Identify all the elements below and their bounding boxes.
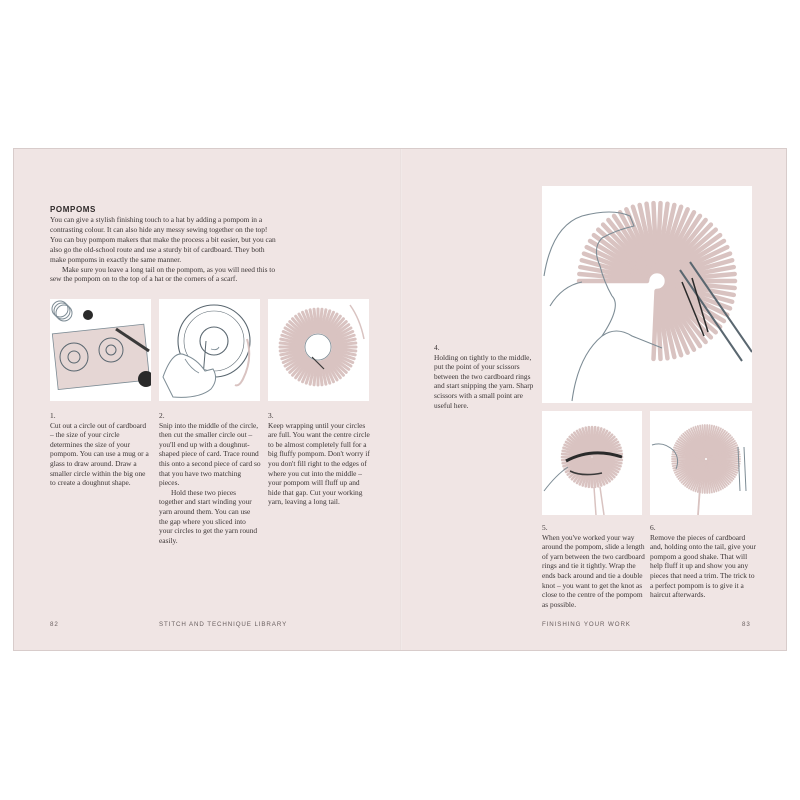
- wrapped-ring-illustration: [268, 299, 369, 401]
- step-2-text: [159, 411, 261, 545]
- intro-text: [50, 215, 280, 284]
- step-paragraph: Snip into the middle of the circle, then cut the smaller circle out – you'll end up with a doughnut-shaped piece of card. Trace round this onto a second piece of card so that you have two matching pieces.: [159, 420, 261, 488]
- page-number: 82: [50, 621, 59, 628]
- step-paragraph: Remove the pieces of cardboard and, holding onto the tail, give your pompom a good shake. That will help fluff it up and show you any pieces that need a trim. The trick to a perfect pompom is to give it a haircut afterwards.: [650, 532, 756, 600]
- gutter: [400, 149, 402, 650]
- step-paragraph: Hold these two pieces together and start winding your yarn around them. You can use the gap where you sliced into your circles to get the yarn round easily.: [159, 487, 258, 545]
- step-paragraph: Keep wrapping until your circles are full. You want the centre circle to be almost completely full for a big fluffy pompom. Don't worry if you don't fill right to the edges of where you cut into the middle – your pompom will fluff up and hide that gap. Cut your working yarn, leaving a long tail.: [268, 420, 370, 507]
- tying-pompom-illustration: [542, 411, 642, 515]
- step-number: 4.: [434, 343, 440, 352]
- step-paragraph: Holding on tightly to the middle, put the point of your scissors between the two cardboard rings and start snipping the yarn. Sharp scissors with a small point are useful here.: [434, 352, 534, 410]
- fluffed-pompom-illustration: [650, 411, 752, 515]
- step-paragraph: When you've worked your way around the pompom, slide a length of yarn between the two cardboard rings and tie it tightly. Wrap the ends back around and tie a double knot – you want to get the knot as close to the centre of the pompom as possible.: [542, 532, 645, 609]
- running-head: STITCH AND TECHNIQUE LIBRARY: [159, 621, 288, 628]
- book-spread: [13, 148, 787, 651]
- step-4-text: [434, 343, 539, 410]
- step-number: 2.: [159, 411, 165, 420]
- step-1-text: [50, 411, 150, 488]
- step-number: 1.: [50, 411, 56, 420]
- step-number: 3.: [268, 411, 274, 420]
- cardboard-circles-illustration: [50, 299, 151, 401]
- snipping-yarn-illustration: [542, 186, 752, 403]
- page-number: 83: [742, 621, 751, 628]
- step-5-text: [542, 523, 645, 609]
- step-paragraph: Cut out a circle out of cardboard – the size of your circle determines the size of your pompom. You can use a mug or a glass to draw around. Draw a smaller circle within the big one to create a doughnut shape.: [50, 420, 149, 488]
- running-head: FINISHING YOUR WORK: [542, 621, 631, 628]
- step-6-text: [650, 523, 756, 600]
- step-number: 6.: [650, 523, 656, 532]
- intro-paragraph: You can give a stylish finishing touch to a hat by adding a pompom in a contrasting colour. It can also hide any messy sewing together on the top! You can buy pompom makers that make the process a bit easier, but you can also go the old-school route and use a sturdy bit of cardboard. They both make pompoms in exactly the same manner.: [50, 215, 276, 264]
- cut-ring-illustration: [159, 299, 260, 401]
- yarn-strand: [654, 291, 657, 359]
- intro-paragraph: Make sure you leave a long tail on the pompom, as you will need this to sew the pompom on to the top of a hat or the corners of a scarf.: [50, 264, 276, 284]
- step-3-text: [268, 411, 372, 507]
- step-number: 5.: [542, 523, 548, 532]
- section-heading: POMPOMS: [50, 205, 96, 214]
